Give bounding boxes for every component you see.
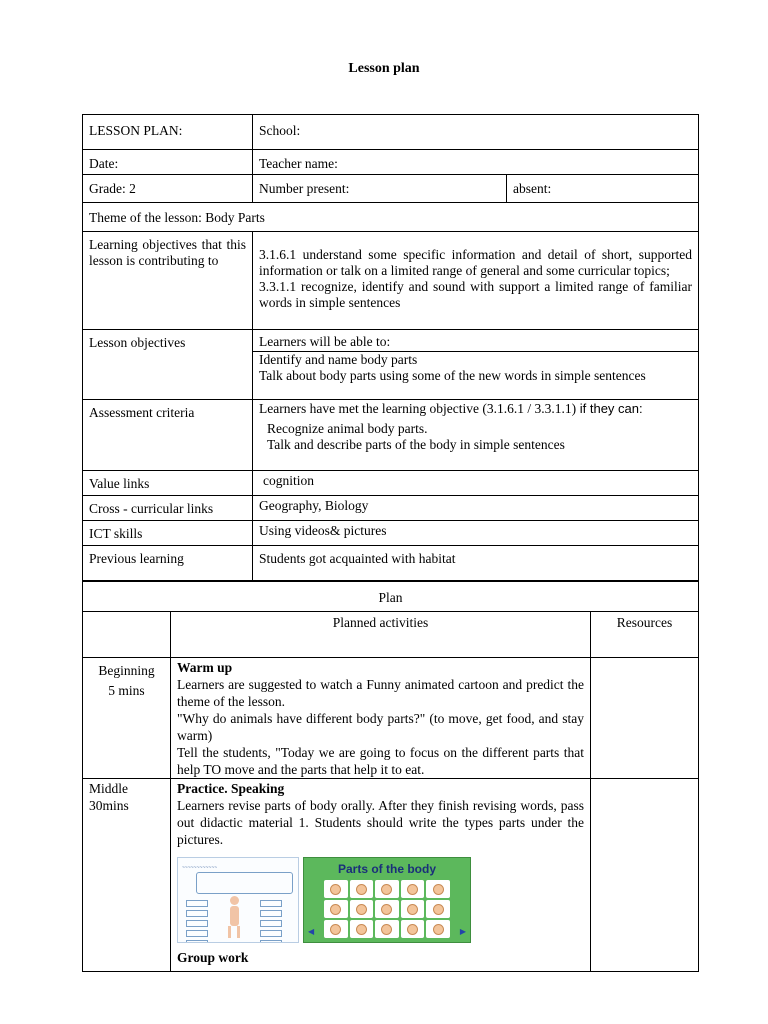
absent-field: absent: (507, 175, 699, 203)
picture-card (375, 880, 399, 898)
picture-card (426, 900, 450, 918)
objective-3-1-6-1: 3.1.6.1 understand some specific information and detail of short, supported information or talk on a limited range of general and some curricular topics; (259, 247, 693, 278)
learning-objectives-text (253, 232, 699, 330)
cross-curricular-value: Geography, Biology (253, 496, 699, 521)
body-figure (224, 896, 244, 940)
picture-card (324, 920, 348, 938)
middle-stage (83, 779, 171, 972)
picture-card (375, 920, 399, 938)
label-lines-left (186, 900, 208, 943)
picture-card (401, 900, 425, 918)
group-work-title: Group work (177, 950, 249, 965)
didactic-images (177, 857, 584, 943)
picture-card (350, 920, 374, 938)
middle-resources (591, 779, 699, 972)
picture-card (401, 880, 425, 898)
objective-3-3-1-1: 3.3.1.1 recognize, identify and sound with support a limited range of familiar words in simple sentences (259, 279, 693, 310)
lesson-info-table (82, 114, 699, 581)
warm-up-line-3: Tell the students, "Today we are going to focus on the different parts that help TO move and the parts that help it to eat. (177, 745, 584, 777)
picture-card (401, 920, 425, 938)
theme-row: Theme of the lesson: Body Parts (83, 203, 699, 232)
planned-activities-header: Planned activities (171, 612, 591, 658)
middle-label: Middle (89, 781, 128, 796)
school-field: School: (253, 115, 699, 150)
lesson-objectives-label: Lesson objectives (83, 330, 253, 400)
assessment-intro-tail: if they can: (576, 401, 643, 416)
assessment-item-2: Talk and describe parts of the body in simple sentences (267, 437, 565, 452)
lesson-objective-1: Identify and name body parts (259, 352, 418, 367)
number-present-field: Number present: (253, 175, 507, 203)
practice-text: Learners revise parts of body orally. After they finish revising words, pass out didactic material 1. Students should write the types parts under the pictures. (177, 798, 584, 847)
ict-skills-value: Using videos& pictures (253, 521, 699, 546)
picture-card (426, 880, 450, 898)
beginning-stage (83, 658, 171, 779)
picture-card (426, 920, 450, 938)
middle-time: 30mins (89, 798, 129, 813)
word-bank-box (196, 872, 293, 894)
body-parts-grid (324, 880, 450, 938)
label-lines-right (260, 900, 282, 943)
lesson-objectives-text (253, 330, 699, 400)
value-links-value: cognition (253, 471, 699, 496)
picture-card (350, 900, 374, 918)
right-arrow-icon: ▶ (459, 927, 466, 936)
worksheet-header-graphic: ~~~~~~~~~~~~ (182, 865, 218, 871)
picture-card (324, 880, 348, 898)
warm-up-line-2: "Why do animals have different body parts?" (to move, get food, and stay warm) (177, 711, 584, 743)
beginning-time: 5 mins (108, 683, 145, 698)
page-title: Lesson plan (348, 61, 420, 76)
assessment-text (253, 400, 699, 471)
practice-speaking-title: Practice. Speaking (177, 781, 285, 796)
teacher-name-field: Teacher name: (253, 150, 699, 175)
picture-card (375, 900, 399, 918)
previous-learning-value: Students got acquainted with habitat (253, 546, 699, 581)
warm-up-line-1: Learners are suggested to watch a Funny animated cartoon and predict the theme of the lesson. (177, 677, 584, 709)
plan-table (82, 581, 699, 972)
stage-header-cell (83, 612, 171, 658)
resources-header: Resources (591, 612, 699, 658)
assessment-label: Assessment criteria (83, 400, 253, 471)
worksheet-image (177, 857, 299, 943)
previous-learning-label: Previous learning (83, 546, 253, 581)
cross-curricular-label: Cross - curricular links (83, 496, 253, 521)
ict-skills-label: ICT skills (83, 521, 253, 546)
date-field: Date: (83, 150, 253, 175)
parts-of-body-title: Parts of the body (337, 862, 436, 876)
picture-card (324, 900, 348, 918)
beginning-resources (591, 658, 699, 779)
left-arrow-icon: ◀ (308, 927, 315, 936)
lesson-objective-2: Talk about body parts using some of the new words in simple sentences (259, 368, 646, 383)
beginning-activities (171, 658, 591, 779)
parts-of-body-image (303, 857, 471, 943)
warm-up-title: Warm up (177, 660, 233, 675)
assessment-intro: Learners have met the learning objective (3.1.6.1 / 3.3.1.1) (259, 401, 577, 416)
lesson-objectives-intro: Learners will be able to: (259, 334, 391, 349)
middle-activities (171, 779, 591, 972)
learning-objectives-label: Learning objectives that this lesson is contributing to (83, 232, 253, 330)
beginning-label: Beginning (98, 663, 155, 678)
lesson-plan-label: LESSON PLAN: (83, 115, 253, 150)
plan-heading: Plan (83, 582, 699, 612)
picture-card (350, 880, 374, 898)
value-links-label: Value links (83, 471, 253, 496)
assessment-item-1: Recognize animal body parts. (267, 421, 428, 436)
grade-field: Grade: 2 (83, 175, 253, 203)
